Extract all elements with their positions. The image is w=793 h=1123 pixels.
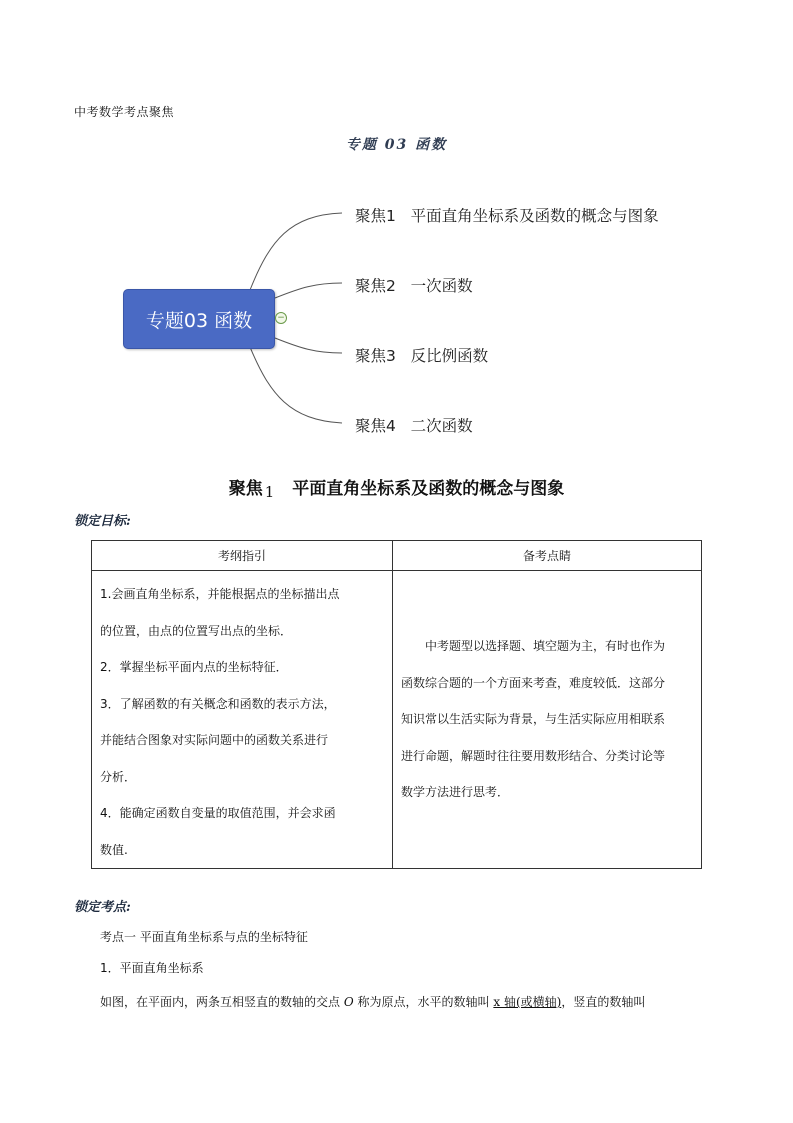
connector-4 — [250, 347, 342, 423]
section-prefix: 聚焦 — [228, 479, 263, 499]
collapse-icon[interactable]: − — [275, 312, 287, 324]
right-line: 进行命题，解题时往往要用数形结合、分类讨论等 — [401, 748, 666, 763]
goals-label: 锁定目标: — [74, 514, 131, 529]
right-line: 函数综合题的一个方面来考查，难度较低．这部分 — [401, 675, 666, 690]
kaodian-paragraph — [100, 994, 645, 1010]
right-line: 中考题型以选择题、填空题为主，有时也作为 — [425, 639, 666, 654]
left-line: 3．了解函数的有关概念和函数的表示方法， — [100, 696, 336, 711]
right-line: 知识常以生活实际为背景，与生活实际应用相联系 — [401, 712, 666, 727]
kaodian-subheading: 1．平面直角坐标系 — [100, 961, 204, 975]
section-title: 平面直角坐标系及函数的概念与图象 — [292, 479, 565, 499]
origin-symbol: O — [343, 995, 354, 1009]
connector-3 — [275, 338, 342, 353]
connector-2 — [275, 283, 342, 298]
section-heading — [0, 474, 793, 499]
x-axis-term: x 轴(或横轴) — [493, 995, 562, 1009]
connector-1 — [250, 213, 342, 290]
mindmap-branch-3[interactable]: 聚焦3 反比例函数 — [355, 347, 489, 365]
para-part-b: 称为原点，水平的数轴叫 — [357, 995, 490, 1009]
header-label: 中考数学考点聚焦 — [74, 105, 175, 119]
mindmap-root[interactable]: 专题03 函数 — [123, 289, 275, 349]
table-header-right: 备考点睛 — [393, 541, 702, 571]
para-part-c: ，竖直的数轴叫 — [561, 995, 646, 1009]
mindmap-branch-4[interactable]: 聚焦4 二次函数 — [355, 417, 473, 435]
left-line: 2．掌握坐标平面内点的坐标特征． — [100, 660, 288, 674]
left-line: 并能结合图象对实际问题中的函数关系进行 — [100, 733, 329, 747]
left-line: 1.会画直角坐标系，并能根据点的坐标描出点 — [100, 587, 340, 601]
right-line: 数学方法进行思考． — [401, 785, 510, 800]
table-cell-left — [92, 571, 393, 869]
document-title: 专题 03 函数 — [345, 137, 448, 153]
points-label: 锁定考点: — [74, 900, 131, 915]
left-line: 4．能确定函数自变量的取值范围，并会求函 — [100, 806, 336, 820]
section-number: 1 — [264, 483, 275, 501]
table-header-left: 考纲指引 — [92, 541, 393, 571]
kaodian-heading: 考点一 平面直角坐标系与点的坐标特征 — [100, 930, 308, 944]
para-part-a: 如图，在平面内，两条互相竖直的数轴的交点 — [100, 995, 341, 1009]
goals-table — [91, 540, 702, 869]
left-line: 的位置，由点的位置写出点的坐标． — [100, 623, 293, 638]
mindmap-branch-1[interactable]: 聚焦1 平面直角坐标系及函数的概念与图象 — [355, 207, 659, 225]
left-line: 数值. — [100, 842, 128, 857]
left-line: 分析． — [100, 769, 137, 784]
table-cell-right — [393, 571, 702, 869]
mindmap-branch-2[interactable]: 聚焦2 一次函数 — [355, 277, 473, 295]
